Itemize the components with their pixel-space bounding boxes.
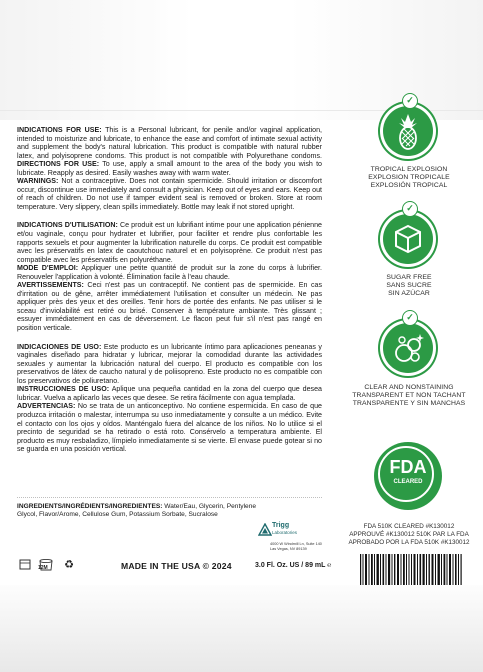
check-icon: ✓ xyxy=(402,201,418,217)
bottom-background xyxy=(0,585,483,672)
warnings-fr-text: Ceci n'est pas un contraceptif. Ne contient pas de spermicide. En cas d'irritation ou de gêne, arrêter immédiatement l'utilisation et consulter un médecin. Ne pas appliquer près des yeux et des oreilles. Tenir hors de portée des enfants. Ne pas utiliser si le sceau d'inviolabilité est retiré ou brisé. Conserver à température ambiante. Très glissant ; essuyer immédiatement en cas de déversement. Le flacon peut fuir s'il n'est pas rangé en position verticale. xyxy=(17,281,322,333)
directions-es-text: Aplique una pequeña cantidad en la zona del cuerpo que desea lubricar. Vuelva a aplicarlo las veces que desee. Se retira fácilmente con agua templada. xyxy=(17,385,322,402)
manufacturer-address xyxy=(270,542,330,552)
address-line-2: Las Vegas, NV 89139 xyxy=(270,547,307,551)
warnings-en-label: WARNINGS: xyxy=(17,177,59,186)
fda-sub: CLEARED xyxy=(393,479,423,485)
ingredients-label: INGREDIENTS/INGRÉDIENTS/INGREDIENTES: xyxy=(17,503,163,510)
check-icon: ✓ xyxy=(402,93,418,109)
tropical-caption-fr: EXPLOSION TROPICALE xyxy=(368,174,450,181)
label-text-column xyxy=(17,126,322,464)
clear-badge xyxy=(378,312,438,378)
indications-fr-label: INDICATIONS D'UTILISATION: xyxy=(17,221,118,230)
sugar-free-caption-fr: SANS SUCRE xyxy=(386,282,432,289)
warnings-es-label: ADVERTENCIAS: xyxy=(17,402,76,411)
french-section xyxy=(17,221,322,332)
ingredients-block xyxy=(17,503,257,520)
ingredients-text: Water/Eau, Glycerin, Pentylene Glycol, Flavor/Arome, Cellulose Gum, Potassium Sorbate, Sucralose xyxy=(17,503,257,519)
sugar-free-caption-en: SUGAR FREE xyxy=(386,274,432,281)
pao-icon xyxy=(37,558,55,572)
directions-fr-text: Appliquer une petite quantité de produit sur la zone du corps à lubrifier. Renouveler l'application à volonté. Élimination facile à l'eau chaude. xyxy=(17,264,322,281)
indications-en-label: INDICATIONS FOR USE: xyxy=(17,126,102,134)
directions-en-label: DIRECTIONS FOR USE: xyxy=(17,160,100,169)
made-in-usa: MADE IN THE USA © 2024 xyxy=(121,561,232,571)
warnings-es-text: No se trata de un anticonceptivo. No contiene espermicida. En caso de que produzca irritación o malestar, interrumpa su uso inmediatamente y consulte a un médico. Evite el contacto con los ojos y oídos. Manténgalo fuera del alcance de los niños. No lo utilice si el precinto de seguridad se ha retirado o está roto. Consérvelo a temperatura ambiente. El producto es muy resbaladizo, límpielo inmediatamente si se vierte. El envase puede gotear si no se guarda en una posición vertical. xyxy=(17,402,322,454)
clear-caption xyxy=(335,384,483,408)
tropical-caption-es: EXPLOSIÓN TROPICAL xyxy=(370,182,448,189)
indications-fr-text: Ce produit est un lubrifiant intime pour une application pénienne et/ou vaginale, conçu pour hydrater et lubrifier, pour faciliter et rendre plus confortable les rapports sexuels et pour augmenter la lubrification naturelle du corps. Ce produit est compatible avec les préservatifs en latex de caoutchouc naturel et en polyisoprène. Ce produit n'est pas compatible avec les préservatifs en polyuréthane. xyxy=(17,221,322,264)
directions-en-text: To use, apply a small amount to the area of the body you wish to lubricate. Reapply as desired. Easily washes away with warm water. xyxy=(17,160,322,177)
manufacturer-name: Trigg xyxy=(272,522,290,529)
ingredients-divider xyxy=(17,497,322,498)
warnings-en-text: Not a contraceptive. Does not contain spermicide. Should irritation or discomfort occur, discontinue use immediately and consult a physician. Keep out of eyes and ears. Keep out of reach of children. Do not use if tamper evident seal is removed or broken. Store at room temperature. Very slippery, clean spills immediately. Bottle may leak if not stored upright. xyxy=(17,177,322,211)
fda-caption xyxy=(335,523,483,547)
recycle-icon: ♻ xyxy=(64,559,74,571)
tropical-badge xyxy=(378,95,438,161)
address-line-1: 4000 W Windmill Ln, Suite 140 xyxy=(270,542,322,546)
pao-label: 12M xyxy=(38,565,48,571)
check-icon: ✓ xyxy=(402,310,418,326)
directions-fr-label: MODE D'EMPLOI: xyxy=(17,264,79,273)
fda-caption-en: FDA 510K CLEARED #K130012 xyxy=(363,523,455,530)
indications-es-label: INDICACIONES DE USO: xyxy=(17,342,102,351)
indications-en-text: This is a Personal lubricant, for penile and/or vaginal application, intended to moisturize and lubricate, to enhance the ease and comfort of intimate sexual activity and supplement the body's natural lubrication. This product is compatible with natural rubber latex, and polyisoprene condoms. This product is not compatible with Polyurethane condoms. xyxy=(17,126,323,160)
manufacturer-logo xyxy=(258,520,328,560)
directions-es-label: INSTRUCCIONES DE USO: xyxy=(17,385,110,394)
bubbles-icon xyxy=(383,323,433,373)
clear-caption-en: CLEAR AND NONSTAINING xyxy=(364,384,454,391)
english-section xyxy=(17,126,322,211)
sugar-free-caption-es: SIN AZÚCAR xyxy=(388,290,430,297)
sugar-cube-icon xyxy=(383,214,433,264)
pineapple-icon xyxy=(383,106,433,156)
fda-caption-fr: APPROUVÉ #K130012 510K PAR LA FDA xyxy=(349,531,469,538)
clear-caption-fr: TRANSPARENT ET NON TACHANT xyxy=(352,392,466,399)
sugar-free-caption xyxy=(335,274,483,298)
manufacturer-sub: Laboratories xyxy=(272,530,298,535)
fda-cleared-badge xyxy=(374,442,442,510)
sugar-free-badge xyxy=(378,203,438,269)
trigg-logo-icon xyxy=(258,523,272,537)
clear-caption-es: TRANSPARENTE Y SIN MANCHAS xyxy=(352,400,466,407)
spanish-section xyxy=(17,343,322,454)
packaging-symbols xyxy=(17,558,97,578)
indications-es-text: Este producto es un lubricante íntimo para aplicaciones peneanas y vaginales diseñado para hidratar y lubricar, mejorar la comodidad durante las actividades sexuales y aumentar la lubricación natural del cuerpo. El producto es compatible con los preservativos de látex de caucho natural y de poliisopreno. Este producto no es compatible con los preservativos de poliuretano. xyxy=(17,342,322,385)
tropical-caption-en: TROPICAL EXPLOSION xyxy=(370,166,448,173)
fda-title: FDA xyxy=(389,457,427,477)
box-icon xyxy=(17,558,33,572)
tropical-caption xyxy=(335,166,483,190)
net-volume: 3.0 Fl. Oz. US / 89 mL ℮ xyxy=(255,562,332,569)
fda-caption-es: APROBADO POR LA FDA 510K #K130012 xyxy=(348,539,470,546)
warnings-fr-label: AVERTISSEMENTS: xyxy=(17,281,84,290)
